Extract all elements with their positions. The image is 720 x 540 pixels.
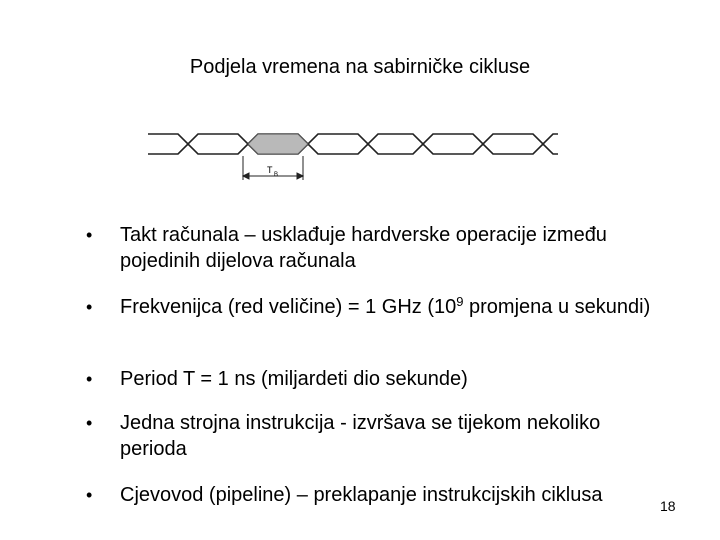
slide-title-text: Podjela vremena na sabirničke cikluse (189, 56, 531, 78)
bullet-text: Period T = 1 ns (miljardeti dio sekunde) (120, 368, 468, 390)
bullet-marker: • (86, 297, 93, 317)
bullet-text-pre: Frekvenijca (red veličine) = 1 GHz (10 (120, 296, 457, 318)
bullet-marker: • (86, 369, 93, 389)
bullet-text-post: promjena u sekundi) (463, 296, 651, 318)
bullet-text: Cjevovod (pipeline) – preklapanje instrukcijskih ciklusa (120, 484, 603, 506)
bullet-text: Jedna strojna instrukcija - izvršava se tijekom nekoliko perioda (120, 412, 601, 460)
bullet-marker: • (86, 413, 93, 433)
exponent: 9 (456, 294, 464, 309)
bus-signal-waveform (148, 134, 558, 154)
bullet-marker: • (86, 485, 93, 505)
bus-timing-diagram (148, 120, 558, 192)
shaded-bus-cycle (248, 134, 308, 154)
period-label: T (267, 165, 273, 175)
period-marker (243, 156, 303, 180)
bullet-text (120, 294, 660, 320)
bullet-marker: • (86, 225, 93, 245)
slide-title (0, 56, 720, 79)
bullet-text: Takt računala – usklađuje hardverske operacije između pojedinih dijelova računala (120, 224, 607, 272)
period-subscript: B (274, 172, 279, 178)
page-number: 18 (660, 498, 676, 514)
